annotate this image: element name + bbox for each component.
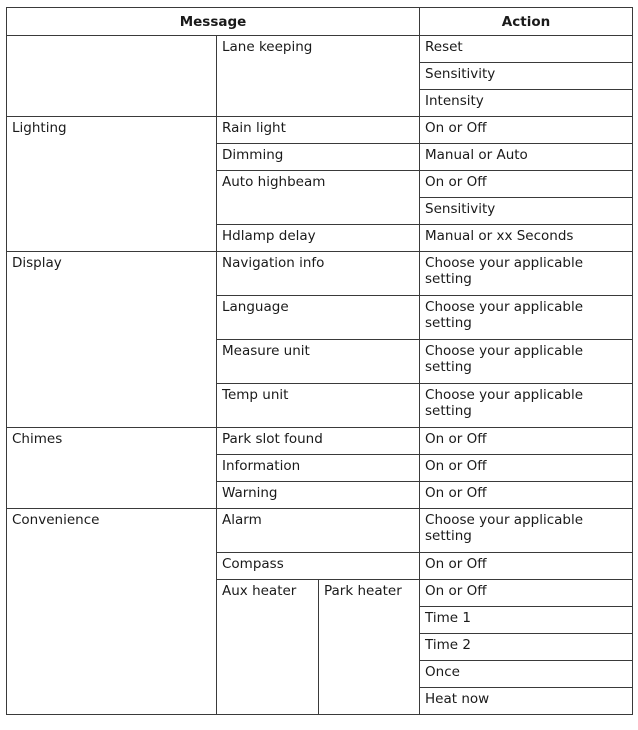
message-compass: Compass: [217, 553, 420, 580]
action-cell: Manual or xx Seconds: [420, 225, 633, 252]
message-dimming: Dimming: [217, 144, 420, 171]
action-header: Action: [420, 8, 633, 36]
action-cell: Time 1: [420, 607, 633, 634]
message-auto-highbeam: Auto highbeam: [217, 171, 420, 225]
action-cell: On or Off: [420, 117, 633, 144]
action-cell: Sensitivity: [420, 198, 633, 225]
action-cell: Time 2: [420, 634, 633, 661]
action-cell: Intensity: [420, 90, 633, 117]
action-cell: Once: [420, 661, 633, 688]
action-cell: On or Off: [420, 171, 633, 198]
header-row: [7, 8, 633, 36]
message-lane-keeping: Lane keeping: [217, 36, 420, 117]
action-cell: On or Off: [420, 455, 633, 482]
action-cell: Choose your applicable setting: [420, 296, 633, 340]
category-lighting: Lighting: [7, 117, 217, 252]
message-park-slot-found: Park slot found: [217, 428, 420, 455]
message-measure-unit: Measure unit: [217, 340, 420, 384]
action-cell: On or Off: [420, 482, 633, 509]
action-cell: On or Off: [420, 428, 633, 455]
message-park-heater: Park heater: [319, 580, 420, 715]
message-alarm: Alarm: [217, 509, 420, 553]
category-display: Display: [7, 252, 217, 428]
action-cell: Choose your applicable setting: [420, 384, 633, 428]
table-row: [7, 36, 633, 63]
action-cell: Choose your applicable setting: [420, 509, 633, 553]
message-language: Language: [217, 296, 420, 340]
action-cell: On or Off: [420, 580, 633, 607]
table-row: [7, 428, 633, 455]
message-hdlamp-delay: Hdlamp delay: [217, 225, 420, 252]
table-row: [7, 117, 633, 144]
category-chimes: Chimes: [7, 428, 217, 509]
action-cell: Reset: [420, 36, 633, 63]
message-warning: Warning: [217, 482, 420, 509]
settings-table: [6, 7, 633, 715]
category-convenience: Convenience: [7, 509, 217, 715]
category-cell-empty: [7, 36, 217, 117]
message-aux-heater: Aux heater: [217, 580, 319, 715]
action-cell: Heat now: [420, 688, 633, 715]
message-information: Information: [217, 455, 420, 482]
action-cell: Manual or Auto: [420, 144, 633, 171]
action-cell: Sensitivity: [420, 63, 633, 90]
message-header: Message: [7, 8, 420, 36]
action-cell: Choose your applicable setting: [420, 252, 633, 296]
table-row: [7, 509, 633, 553]
table-row: [7, 252, 633, 296]
message-rain-light: Rain light: [217, 117, 420, 144]
action-cell: Choose your applicable setting: [420, 340, 633, 384]
message-temp-unit: Temp unit: [217, 384, 420, 428]
action-cell: On or Off: [420, 553, 633, 580]
message-navigation-info: Navigation info: [217, 252, 420, 296]
